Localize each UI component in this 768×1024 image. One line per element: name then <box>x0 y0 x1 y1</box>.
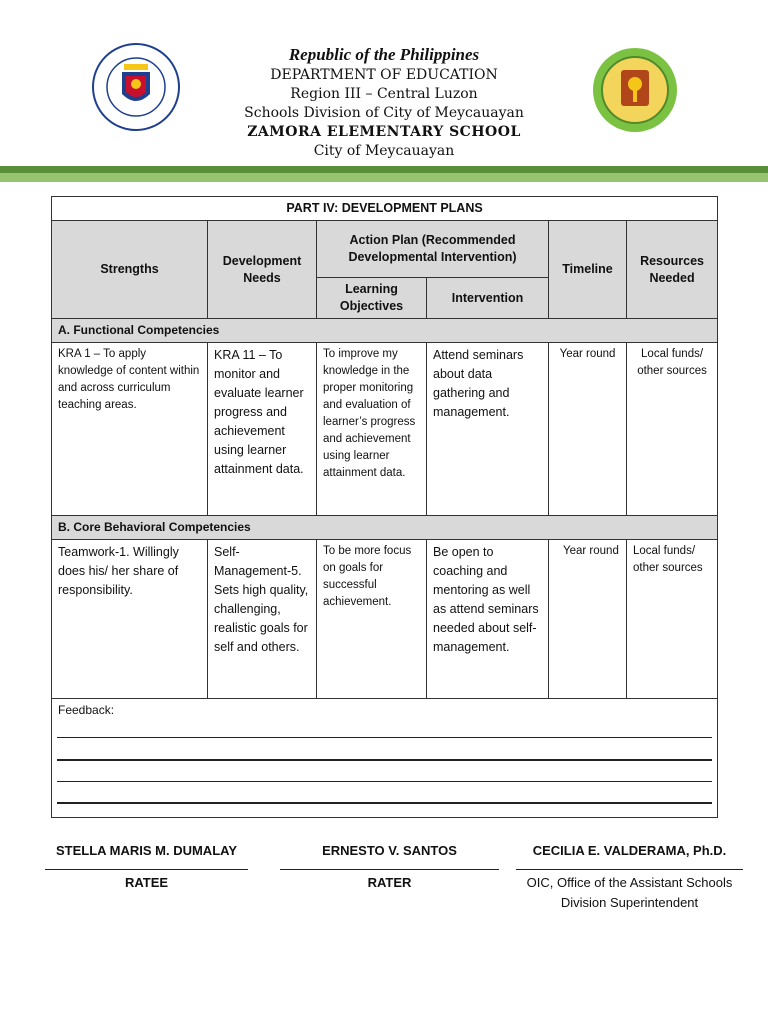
signature-rater <box>280 843 499 893</box>
timeline-cell: Year round <box>549 540 627 699</box>
strength-cell: Teamwork-1. Willingly does his/ her share of responsibility. <box>52 540 208 699</box>
department-line: DEPARTMENT OF EDUCATION <box>270 67 498 83</box>
intervention-cell: Attend seminars about data gathering and management. <box>427 343 549 516</box>
header-learning-objectives: Learning Objectives <box>317 278 427 319</box>
feedback-line <box>57 737 712 738</box>
feedback-label: Feedback: <box>58 703 115 717</box>
resources-cell: Local funds/ other sources <box>627 343 718 516</box>
signatory-role: OIC, Office of the Assistant Schools Division Superintendent <box>526 875 733 910</box>
strength-cell: KRA 1 – To apply knowledge of content within and across curriculum teaching areas. <box>52 343 208 516</box>
letterhead <box>0 44 768 161</box>
objective-cell: To improve my knowledge in the proper monitoring and evaluation of learner’s progress and achievement using learner attainment data. <box>317 343 427 516</box>
feedback-area <box>52 699 718 818</box>
signature-ratee <box>45 843 248 893</box>
school-name: ZAMORA ELEMENTARY SCHOOL <box>247 124 521 140</box>
city-line: City of Meycauayan <box>313 143 455 159</box>
signature-oic <box>516 843 743 913</box>
objective-cell: To be more focus on goals for successful achievement. <box>317 540 427 699</box>
header-action-plan: Action Plan (Recommended Developmental Intervention) <box>317 221 549 278</box>
header-development-needs: Development Needs <box>208 221 317 319</box>
dev-need-cell: Self-Management-5. Sets high quality, challenging, realistic goals for self and others. <box>208 540 317 699</box>
signatory-role: RATER <box>367 875 412 890</box>
signature-line <box>45 869 248 870</box>
table-row <box>52 540 718 699</box>
section-b-label: B. Core Behavioral Competencies <box>52 516 718 540</box>
header-strengths: Strengths <box>52 221 208 319</box>
signatory-role: RATEE <box>124 875 169 890</box>
section-a-label: A. Functional Competencies <box>52 319 718 343</box>
signatory-name: STELLA MARIS M. DUMALAY <box>55 843 238 858</box>
development-plans-table <box>51 196 718 818</box>
header-intervention: Intervention <box>427 278 549 319</box>
signature-line <box>280 869 499 870</box>
dev-need-cell: KRA 11 – To monitor and evaluate learner progress and achievement using learner attainment data. <box>208 343 317 516</box>
republic-line: Republic of the Philippines <box>288 45 480 64</box>
signatory-name: ERNESTO V. SANTOS <box>322 843 457 858</box>
feedback-line <box>57 802 712 804</box>
signatory-name: CECILIA E. VALDERAMA, Ph.D. <box>532 843 727 858</box>
region-line: Region III – Central Luzon <box>290 86 478 102</box>
intervention-cell: Be open to coaching and mentoring as well as attend seminars needed about self-management. <box>427 540 549 699</box>
table-title: PART IV: DEVELOPMENT PLANS <box>52 197 718 221</box>
feedback-line <box>57 759 712 761</box>
timeline-cell: Year round <box>549 343 627 516</box>
resources-cell: Local funds/ other sources <box>627 540 718 699</box>
signature-line <box>516 869 743 870</box>
header-divider-light <box>0 173 768 182</box>
table-row <box>52 343 718 516</box>
header-timeline: Timeline <box>549 221 627 319</box>
feedback-line <box>57 781 712 782</box>
header-divider-dark <box>0 166 768 173</box>
header-resources: Resources Needed <box>627 221 718 319</box>
division-line: Schools Division of City of Meycauayan <box>244 105 524 121</box>
